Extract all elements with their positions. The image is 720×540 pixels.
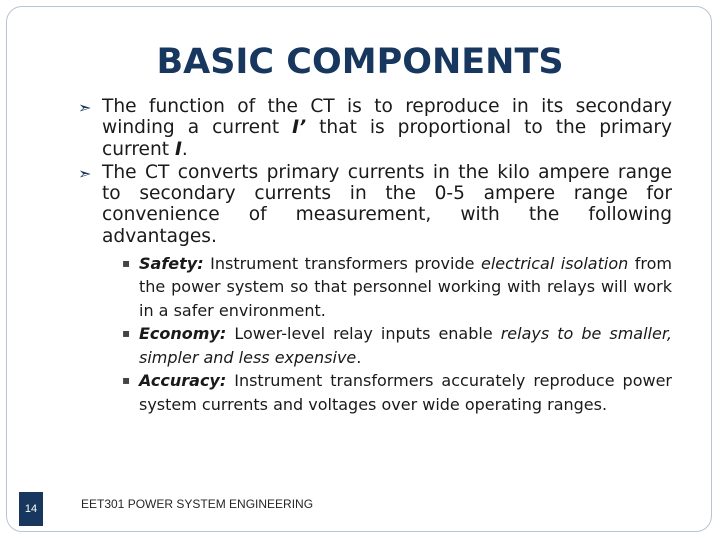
bullet-arrow-icon: ➣ — [78, 163, 92, 183]
square-bullet-icon: ▪ — [122, 326, 131, 341]
page-number-badge: 14 — [19, 492, 43, 526]
advantage-economy — [122, 322, 672, 369]
advantage-term: Economy: — [139, 324, 227, 344]
advantage-text: Lower-level relay inputs enable — [226, 324, 501, 344]
square-bullet-icon: ▪ — [122, 256, 131, 271]
bullet-text: The function of the CT is to reproduce in its secondary winding a current — [102, 96, 672, 139]
footer-course-title: EET301 POWER SYSTEM ENGINEERING — [81, 497, 314, 511]
current-symbol-primary: I — [175, 138, 182, 160]
advantage-text: from the power system so that personnel working with relays will work in a safer environment. — [139, 254, 672, 320]
bullet-ct-converts — [78, 162, 672, 247]
bullet-text: . — [181, 138, 188, 160]
advantage-text: Instrument transformers accurately reproduce power system currents and voltages over wide operating ranges. — [139, 371, 672, 414]
slide-body — [78, 96, 672, 416]
advantage-emphasis: electrical isolation — [480, 254, 629, 274]
bullet-text: that is proportional to the primary current — [102, 117, 672, 160]
advantage-text: Instrument transformers provide — [203, 254, 481, 274]
advantage-term: Accuracy: — [139, 371, 227, 391]
bullet-ct-function — [78, 96, 672, 160]
advantage-text: . — [356, 347, 362, 367]
slide-title: BASIC COMPONENTS — [156, 42, 564, 82]
advantages-list — [78, 252, 672, 416]
advantage-accuracy — [122, 369, 672, 416]
bullet-arrow-icon: ➣ — [78, 98, 92, 117]
current-symbol-secondary: I’ — [292, 117, 307, 139]
square-bullet-icon: ▪ — [122, 373, 131, 388]
advantage-term: Safety: — [139, 254, 204, 274]
bullet-text: The CT converts primary currents in the kilo ampere range to secondary currents in the 0-5 ampere range for convenience of measurement, with the following advantages. — [102, 161, 672, 247]
advantage-safety — [122, 252, 672, 322]
advantage-emphasis: relays to be smaller, simpler and less expensive — [139, 324, 673, 367]
